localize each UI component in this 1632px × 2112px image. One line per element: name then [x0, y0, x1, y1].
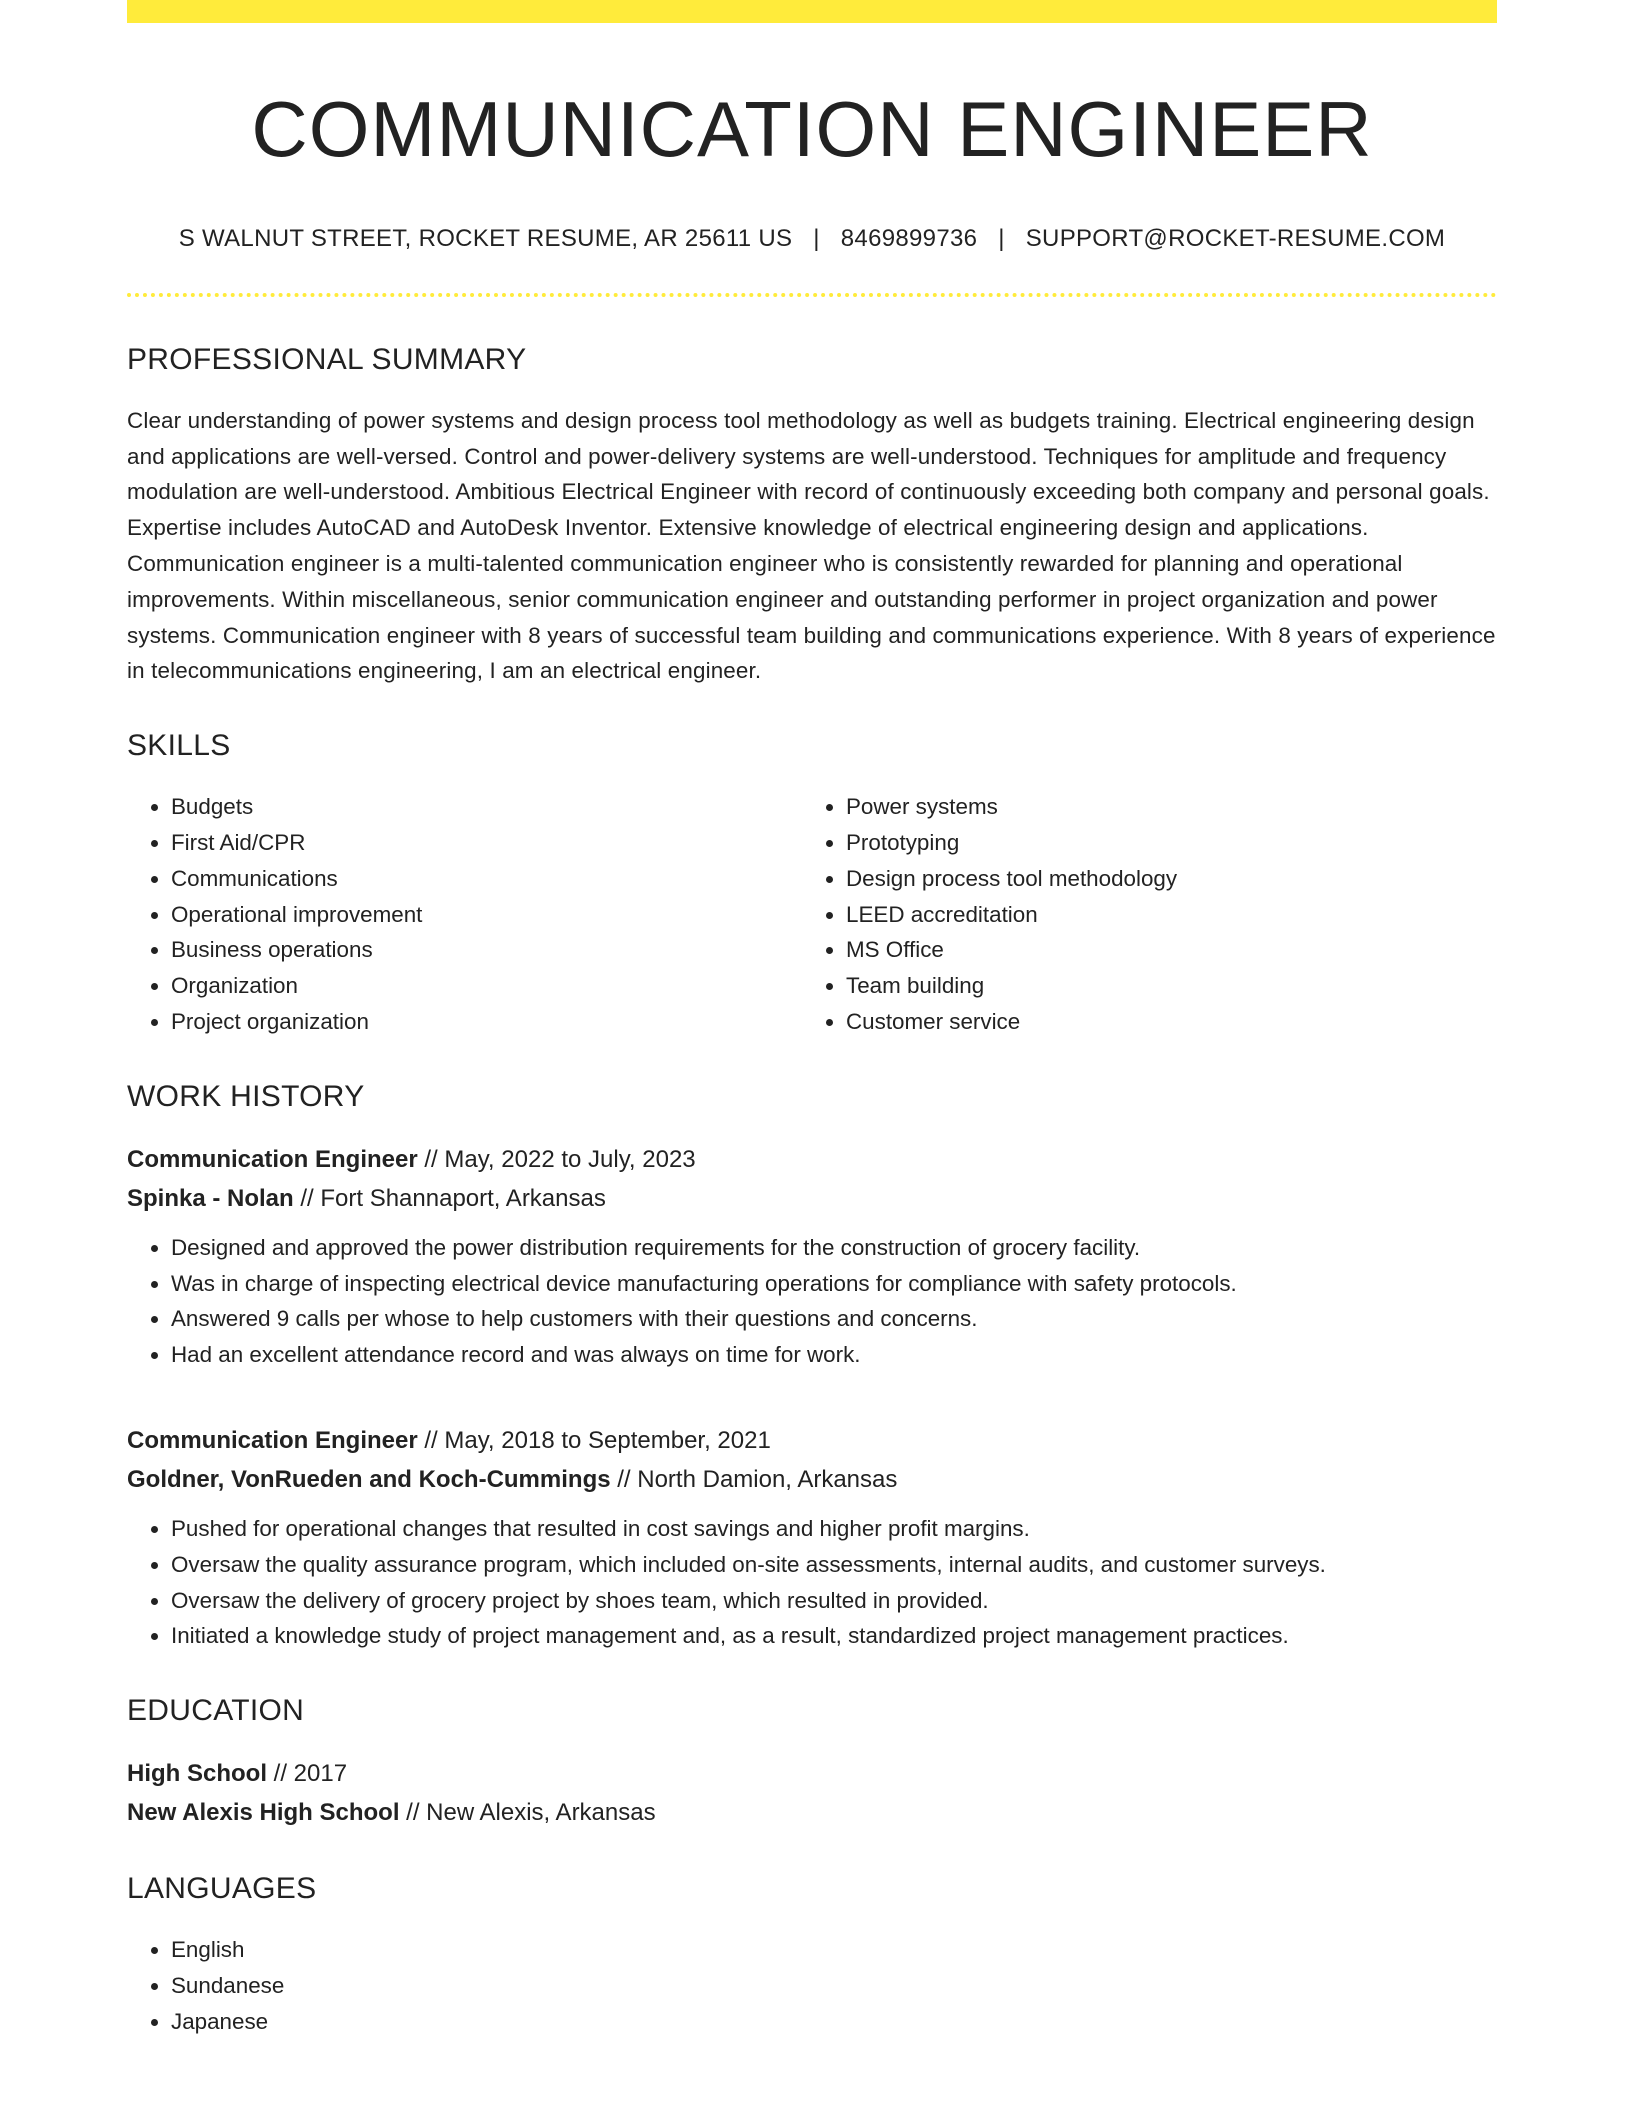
- resume-name: COMMUNICATION ENGINEER: [251, 85, 1373, 173]
- contact-separator: |: [813, 224, 820, 252]
- job-role-line: [127, 1421, 1497, 1460]
- job-company-line: [127, 1179, 1497, 1218]
- skill-item: • Prototyping: [846, 825, 1477, 861]
- education-school-line: [127, 1793, 1497, 1832]
- skill-item: • Design process tool methodology: [846, 861, 1477, 897]
- contact-line: [127, 225, 1497, 253]
- languages-list: [127, 1932, 1497, 2039]
- skill-item: • Project organization: [171, 1004, 802, 1040]
- skill-item: • Power systems: [846, 789, 1477, 825]
- job-bullets: [127, 1230, 1497, 1373]
- job-bullet: • Had an excellent attendance record and was always on time for work.: [171, 1337, 1497, 1373]
- job-location: // Fort Shannaport, Arkansas: [293, 1184, 606, 1212]
- resume-page: [127, 0, 1497, 2040]
- job-company-line: [127, 1460, 1497, 1499]
- skill-item: • First Aid/CPR: [171, 825, 802, 861]
- skills-list: [127, 789, 1497, 1040]
- skill-item: • Team building: [846, 968, 1477, 1004]
- job-company: Spinka - Nolan: [127, 1184, 294, 1212]
- education-year: // 2017: [267, 1760, 348, 1788]
- education-title: EDUCATION: [127, 1694, 305, 1728]
- skill-item: • Operational improvement: [171, 897, 802, 933]
- skills-column-left: [127, 789, 802, 1040]
- language-item: • Sundanese: [171, 1968, 1497, 2004]
- education-location: // New Alexis, Arkansas: [399, 1799, 656, 1827]
- skills-title: SKILLS: [127, 729, 231, 763]
- languages-title: LANGUAGES: [127, 1872, 317, 1906]
- skill-item: • Business operations: [171, 932, 802, 968]
- summary-text: Clear understanding of power systems and design process tool methodology as well as budgets training. Electrical engineering design and applications are well-versed. Control and power-delivery systems are well-understood. Techniques for amplitude and frequency modulation are well-understood. Ambitious Electrical Engineer with record of continuously exceeding both company and personal goals. Expertise includes AutoCAD and AutoDesk Inventor. Extensive knowledge of electrical engineering design and applications. Communication engineer is a multi-talented communication engineer who is consistently rewarded for planning and operational improvements. Within miscellaneous, senior communication engineer and outstanding performer in project organization and power systems. Communication engineer with 8 years of successful team building and communications experience. With 8 years of experience in telecommunications engineering, I am an electrical engineer.: [127, 407, 1496, 684]
- contact-address: S WALNUT STREET, ROCKET RESUME, AR 25611 US: [178, 224, 793, 252]
- job-entry: [127, 1140, 1497, 1373]
- education-school: New Alexis High School: [127, 1799, 400, 1827]
- skill-item: • Organization: [171, 968, 802, 1004]
- summary-title: PROFESSIONAL SUMMARY: [127, 342, 527, 376]
- job-bullet: • Designed and approved the power distribution requirements for the construction of grocery facility.: [171, 1230, 1497, 1266]
- language-item: • English: [171, 1932, 1497, 1968]
- job-bullet: • Initiated a knowledge study of project management and, as a result, standardized project management practices.: [171, 1618, 1497, 1654]
- job-entry: [127, 1421, 1497, 1654]
- dotted-divider: [127, 293, 1497, 297]
- contact-email: SUPPORT@ROCKET-RESUME.COM: [1025, 224, 1446, 252]
- language-item: • Japanese: [171, 2004, 1497, 2040]
- accent-top-bar: [127, 0, 1497, 23]
- job-role: Communication Engineer: [127, 1426, 418, 1454]
- education-entry: [127, 1754, 1497, 1832]
- job-role: Communication Engineer: [127, 1145, 418, 1173]
- job-location: // North Damion, Arkansas: [610, 1465, 898, 1493]
- education-degree: High School: [127, 1760, 267, 1788]
- job-dates: // May, 2022 to July, 2023: [417, 1145, 696, 1173]
- skill-item: • Customer service: [846, 1004, 1477, 1040]
- work-history-title: WORK HISTORY: [127, 1079, 365, 1113]
- job-bullets: [127, 1511, 1497, 1654]
- contact-phone: 8469899736: [840, 224, 978, 252]
- job-company: Goldner, VonRueden and Koch-Cummings: [127, 1465, 611, 1493]
- contact-separator: |: [998, 224, 1005, 252]
- skill-item: • LEED accreditation: [846, 897, 1477, 933]
- job-bullet: • Was in charge of inspecting electrical device manufacturing operations for compliance with safety protocols.: [171, 1266, 1497, 1302]
- job-bullet: • Pushed for operational changes that resulted in cost savings and higher profit margins.: [171, 1511, 1497, 1547]
- job-dates: // May, 2018 to September, 2021: [417, 1426, 771, 1454]
- job-bullet: • Oversaw the quality assurance program, which included on-site assessments, internal audits, and customer surveys.: [171, 1547, 1497, 1583]
- skills-column-right: [802, 789, 1477, 1040]
- job-bullet: • Oversaw the delivery of grocery project by shoes team, which resulted in provided.: [171, 1583, 1497, 1619]
- job-bullet: • Answered 9 calls per whose to help customers with their questions and concerns.: [171, 1301, 1497, 1337]
- skill-item: • Budgets: [171, 789, 802, 825]
- job-role-line: [127, 1140, 1497, 1179]
- education-degree-line: [127, 1754, 1497, 1793]
- skill-item: • Communications: [171, 861, 802, 897]
- skill-item: • MS Office: [846, 932, 1477, 968]
